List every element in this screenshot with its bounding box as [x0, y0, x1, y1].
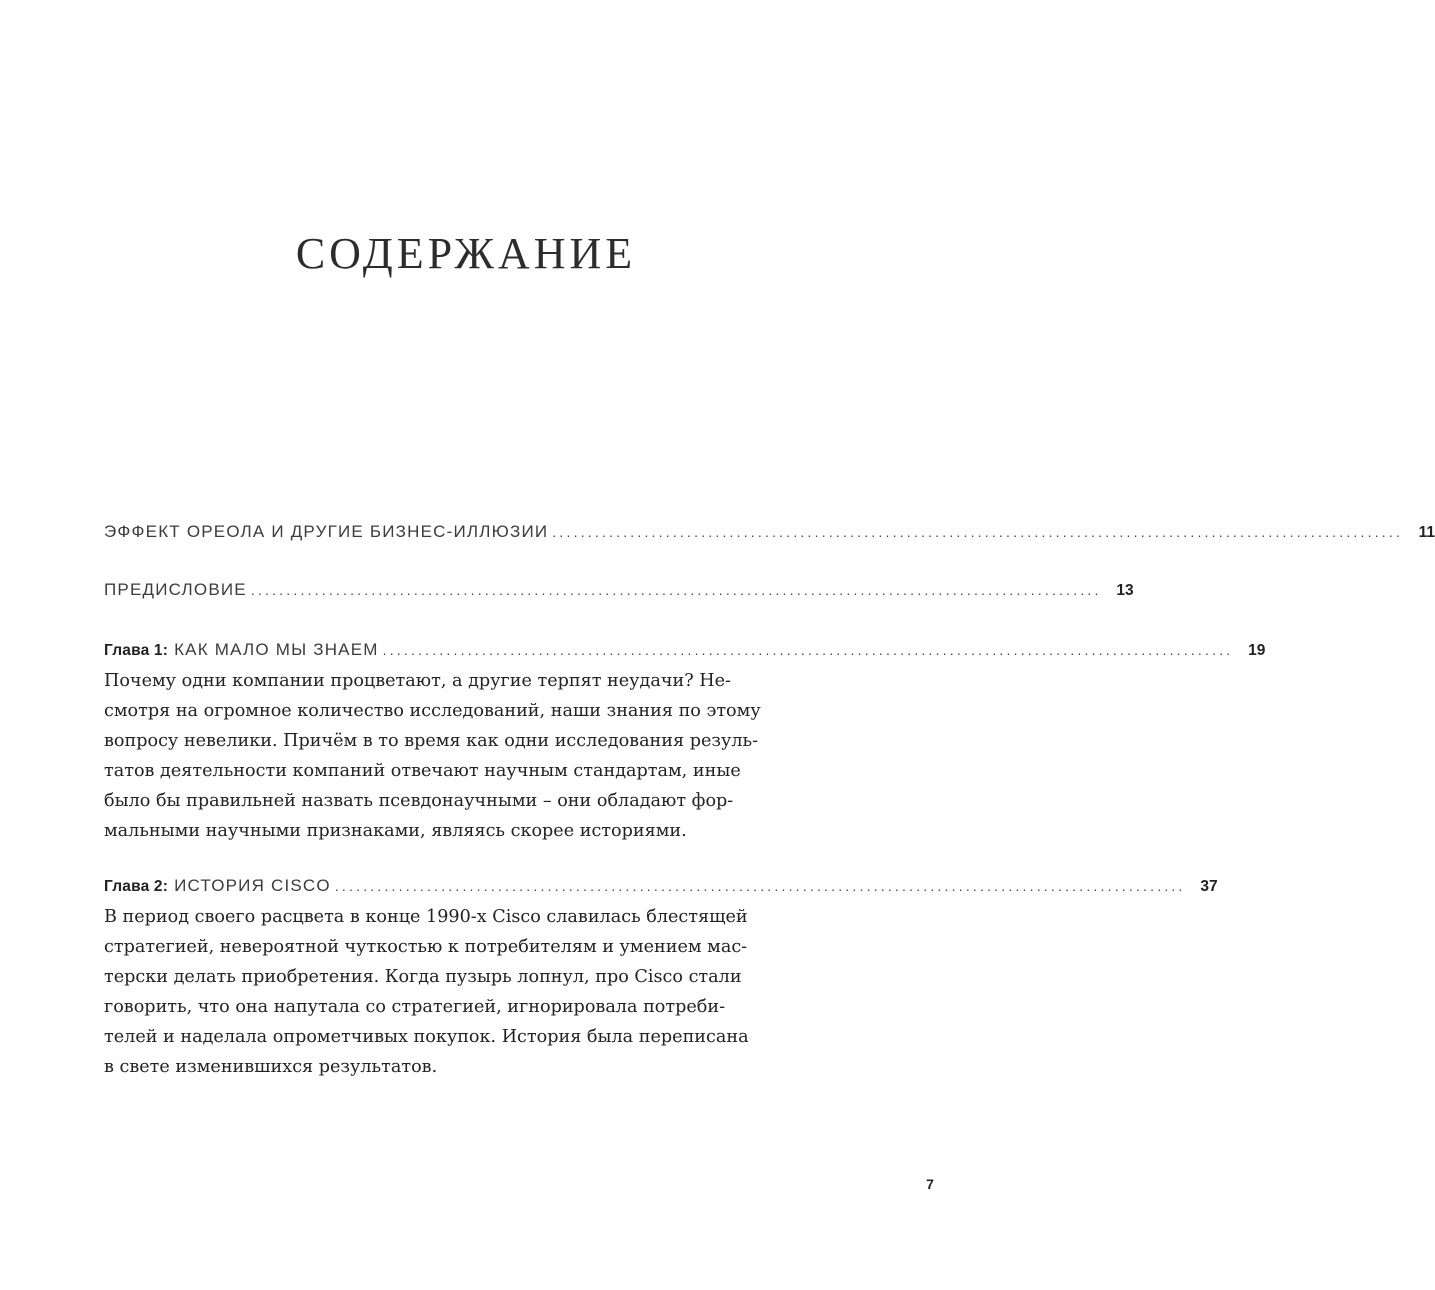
description-line: говорить, что она напутала со стратегией, игнорировала потреби- [104, 997, 726, 1017]
description-line: в свете изменившихся результатов. [104, 1057, 438, 1077]
toc-entry-page-number: 13 [1116, 582, 1134, 599]
toc-entry-page-number: 19 [1248, 642, 1266, 659]
description-line: было бы правильней назвать псевдонаучными – они обладают фор- [104, 791, 734, 811]
toc-leader-dots: ........................................................................................................................ [382, 642, 1234, 658]
chapter-number: Глава 2: [104, 878, 169, 895]
description-line: телей и наделала опрометчивых покупок. История была переписана [104, 1027, 749, 1047]
toc-leader-dots: ........................................................................................................................ [250, 582, 1102, 598]
description-line: вопросу невелики. Причём в то время как одни исследования резуль- [104, 731, 759, 751]
chapter-number: Глава 1: [104, 642, 169, 659]
description-line: смотря на огромное количество исследований, наши знания по этому [104, 701, 761, 721]
toc-entry-chapter-1 [104, 640, 1266, 660]
description-line: мальными научными признаками, являясь скорее историями. [104, 821, 687, 841]
page-title: СОДЕРЖАНИЕ [295, 229, 637, 278]
description-line: Почему одни компании процветают, а другие терпят неудачи? Не- [104, 671, 731, 691]
toc-leader-dots: ........................................................................................................................ [334, 878, 1186, 894]
toc-entry-halo-effect [104, 522, 1435, 542]
toc-entry-page-number: 11 [1418, 524, 1435, 541]
toc-entry-title: ЭФФЕКТ ОРЕОЛА И ДРУГИЕ БИЗНЕС-ИЛЛЮЗИИ [104, 522, 549, 541]
toc-entry-title: ПРЕДИСЛОВИЕ [104, 580, 247, 599]
description-line: терски делать приобретения. Когда пузырь лопнул, про Cisco стали [104, 967, 742, 987]
toc-entry-heading [104, 640, 379, 660]
toc-entry-page-number: 37 [1200, 878, 1218, 895]
toc-entry-chapter-2 [104, 876, 1218, 896]
toc-leader-dots: ........................................................................................................................ [552, 524, 1404, 540]
page-number: 7 [926, 1176, 934, 1192]
description-line: стратегией, невероятной чуткостью к потребителям и умением мас- [104, 937, 748, 957]
toc-entry-title: КАК МАЛО МЫ ЗНАЕМ [174, 640, 379, 659]
description-line: татов деятельности компаний отвечают научным стандартам, иные [104, 761, 741, 781]
chapter-2-description [104, 902, 794, 1082]
toc-entry-preface [104, 580, 1134, 600]
toc-entry-title: ИСТОРИЯ CISCO [174, 876, 331, 895]
toc-entry-heading [104, 876, 331, 896]
description-line: В период своего расцвета в конце 1990-х Cisco славилась блестящей [104, 907, 748, 927]
chapter-1-description [104, 666, 794, 846]
